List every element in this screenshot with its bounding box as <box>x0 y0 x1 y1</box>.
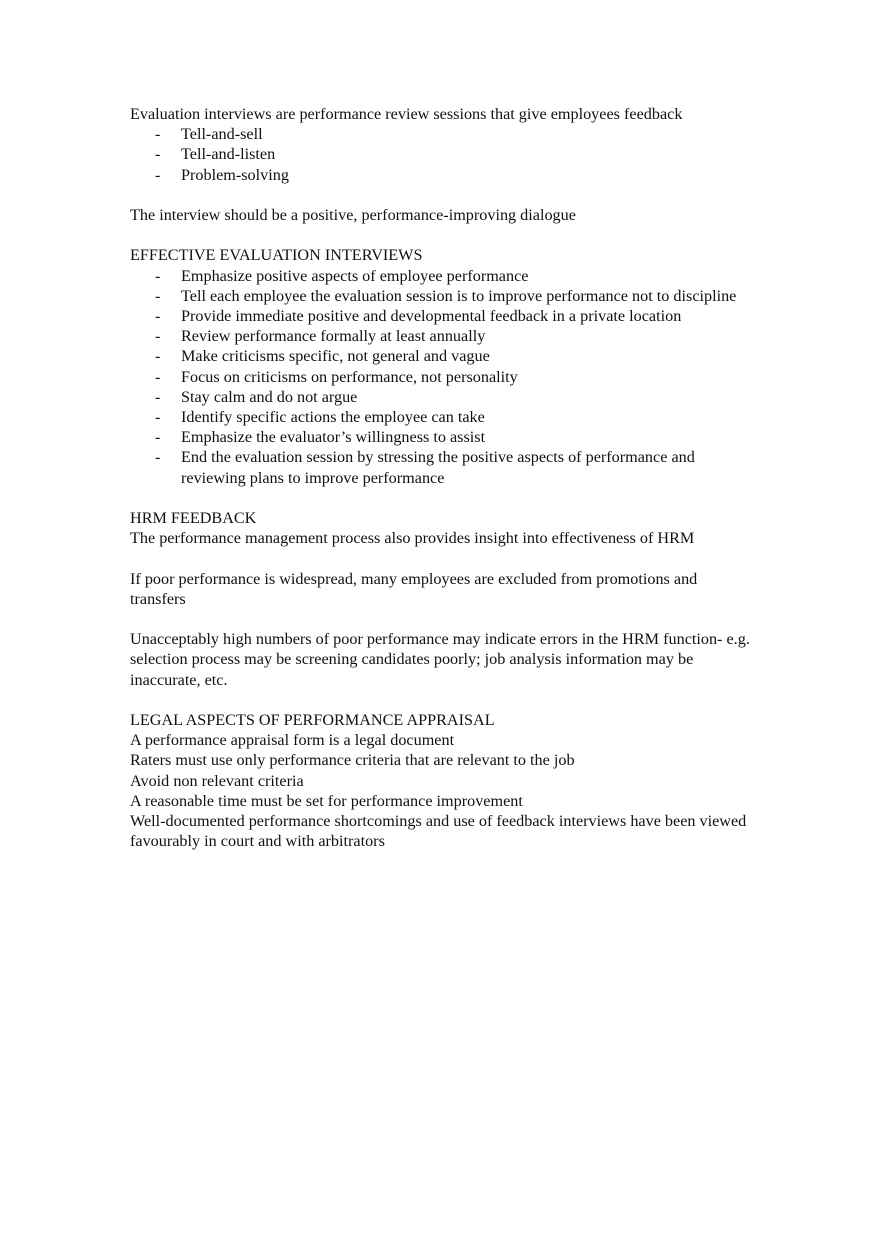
dash-bullet: - <box>155 448 161 467</box>
spacer <box>130 690 750 710</box>
dash-bullet: - <box>155 347 161 366</box>
effective-interviews-list <box>130 266 750 488</box>
list-item <box>130 407 750 427</box>
dash-bullet: - <box>155 327 161 346</box>
list-item-text: Problem-solving <box>181 165 289 184</box>
list-item-text: Stay calm and do not argue <box>181 387 358 406</box>
list-item-text: Tell-and-listen <box>181 145 276 164</box>
list-item-text: Make criticisms specific, not general and vague <box>181 347 490 366</box>
interview-types-list <box>130 124 750 185</box>
list-item <box>130 144 750 164</box>
hrm-paragraph-3: Unacceptably high numbers of poor performance may indicate errors in the HRM function- e.g. selection process may be screening candidates poorly; job analysis information may be inaccurate, etc. <box>130 630 750 689</box>
legal-line: A reasonable time must be set for performance improvement <box>130 791 523 810</box>
effective-interviews-heading: EFFECTIVE EVALUATION INTERVIEWS <box>130 246 423 265</box>
dash-bullet: - <box>155 428 161 447</box>
list-item <box>130 266 750 286</box>
list-item <box>130 427 750 447</box>
dash-bullet: - <box>155 125 161 144</box>
list-item <box>130 165 750 185</box>
hrm-paragraph-2: If poor performance is widespread, many employees are excluded from promotions and transfers <box>130 569 698 608</box>
hrm-paragraph-1: The performance management process also provides insight into effectiveness of HRM <box>130 529 695 548</box>
list-item <box>130 326 750 346</box>
spacer <box>130 609 750 629</box>
spacer <box>130 185 750 205</box>
dash-bullet: - <box>155 387 161 406</box>
list-item <box>130 367 750 387</box>
dash-bullet: - <box>155 367 161 386</box>
list-item-text: End the evaluation session by stressing the positive aspects of performance and reviewing plans to improve performance <box>181 448 695 487</box>
list-item-text: Review performance formally at least annually <box>181 327 486 346</box>
list-item <box>130 124 750 144</box>
legal-line: A performance appraisal form is a legal document <box>130 731 455 750</box>
list-item-text: Tell each employee the evaluation session is to improve performance not to discipline <box>181 286 737 305</box>
list-item <box>130 346 750 366</box>
list-item-text: Emphasize positive aspects of employee performance <box>181 266 529 285</box>
document-page <box>130 104 750 851</box>
dash-bullet: - <box>155 165 161 184</box>
list-item <box>130 387 750 407</box>
spacer <box>130 225 750 245</box>
hrm-feedback-heading: HRM FEEDBACK <box>130 509 257 528</box>
list-item-text: Focus on criticisms on performance, not personality <box>181 367 518 386</box>
dash-bullet: - <box>155 408 161 427</box>
legal-line: Avoid non relevant criteria <box>130 771 304 790</box>
dialogue-text: The interview should be a positive, performance-improving dialogue <box>130 206 576 224</box>
spacer <box>130 548 750 568</box>
legal-aspects-heading: LEGAL ASPECTS OF PERFORMANCE APPRAISAL <box>130 711 495 729</box>
legal-line: Well-documented performance shortcomings and use of feedback interviews have been viewed favourably in court and with arbitrators <box>130 812 747 851</box>
legal-line: Raters must use only performance criteria that are relevant to the job <box>130 751 575 770</box>
list-item-text: Tell-and-sell <box>181 125 263 144</box>
list-item-text: Emphasize the evaluator’s willingness to assist <box>181 428 486 447</box>
dash-bullet: - <box>155 286 161 305</box>
intro-text: Evaluation interviews are performance review sessions that give employees feedback <box>130 105 683 123</box>
dash-bullet: - <box>155 266 161 285</box>
list-item <box>130 306 750 326</box>
list-item <box>130 286 750 306</box>
dash-bullet: - <box>155 145 161 164</box>
dash-bullet: - <box>155 307 161 325</box>
list-item <box>130 447 750 487</box>
spacer <box>130 488 750 508</box>
list-item-text: Identify specific actions the employee can take <box>181 408 485 427</box>
list-item-text: Provide immediate positive and developmental feedback in a private location <box>181 307 682 325</box>
